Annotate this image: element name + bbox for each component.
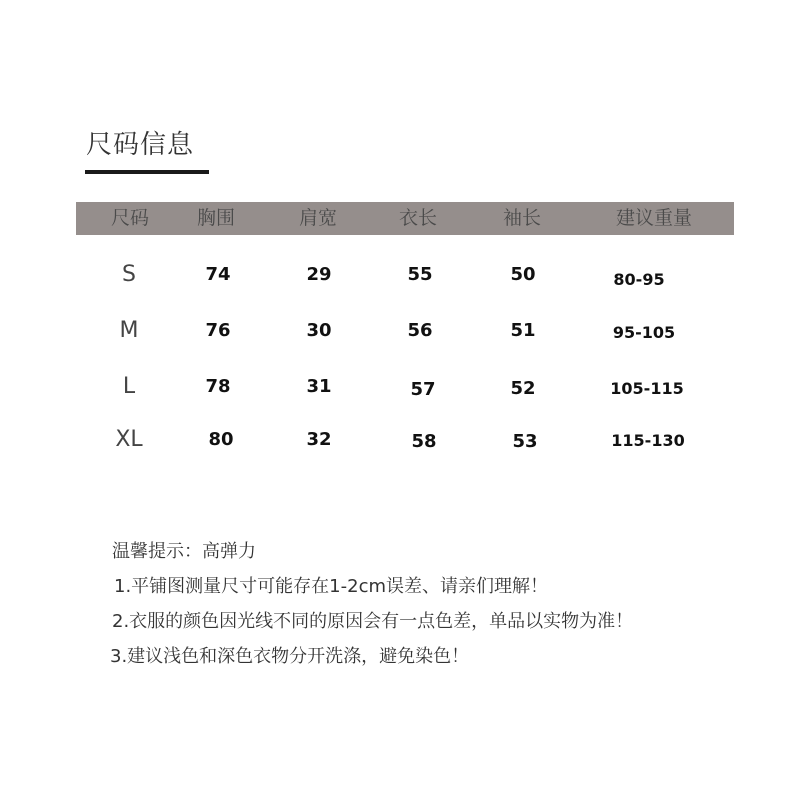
note-item: 2.衣服的颜色因光线不同的原因会有一点色差，单品以实物为准！	[112, 611, 634, 632]
length-cell: 56	[407, 320, 433, 341]
shoulder-cell: 29	[306, 264, 332, 285]
shoulder-cell: 32	[306, 429, 332, 450]
shoulder-cell: 30	[306, 320, 332, 341]
size-cell: M	[119, 318, 139, 343]
size-cell: XL	[115, 427, 143, 452]
sleeve-cell: 50	[510, 264, 536, 285]
table-row	[0, 311, 800, 351]
page-title: 尺码信息	[86, 130, 195, 160]
table-row	[0, 255, 800, 295]
title-underline	[85, 170, 209, 174]
notes-section	[112, 538, 633, 678]
length-cell: 58	[411, 431, 437, 452]
weight-cell: 105-115	[610, 379, 684, 398]
chest-cell: 74	[205, 264, 231, 285]
size-cell: S	[122, 262, 136, 287]
sleeve-cell: 51	[510, 320, 536, 341]
notes-heading: 温馨提示：高弹力	[112, 541, 256, 562]
sleeve-cell: 53	[512, 431, 538, 452]
chest-cell: 80	[208, 429, 234, 450]
table-row	[0, 367, 800, 407]
sleeve-cell: 52	[510, 378, 536, 399]
header-chest: 胸围	[196, 207, 236, 229]
length-cell: 57	[410, 379, 436, 400]
weight-cell: 115-130	[611, 431, 685, 450]
note-item: 1.平铺图测量尺寸可能存在1-2cm误差、请亲们理解！	[114, 576, 549, 597]
header-shoulder: 肩宽	[298, 207, 338, 229]
header-size: 尺码	[110, 207, 150, 229]
header-weight: 建议重量	[615, 207, 693, 229]
header-sleeve: 袖长	[502, 207, 542, 229]
table-row	[0, 420, 800, 460]
chest-cell: 78	[205, 376, 231, 397]
shoulder-cell: 31	[306, 376, 332, 397]
weight-cell: 95-105	[612, 323, 676, 342]
size-cell: L	[122, 374, 136, 399]
note-item: 3.建议浅色和深色衣物分开洗涤，避免染色！	[110, 646, 470, 667]
table-header	[76, 202, 734, 235]
weight-cell: 80-95	[613, 270, 665, 289]
length-cell: 55	[407, 264, 433, 285]
chest-cell: 76	[205, 320, 231, 341]
header-length: 衣长	[398, 207, 438, 229]
